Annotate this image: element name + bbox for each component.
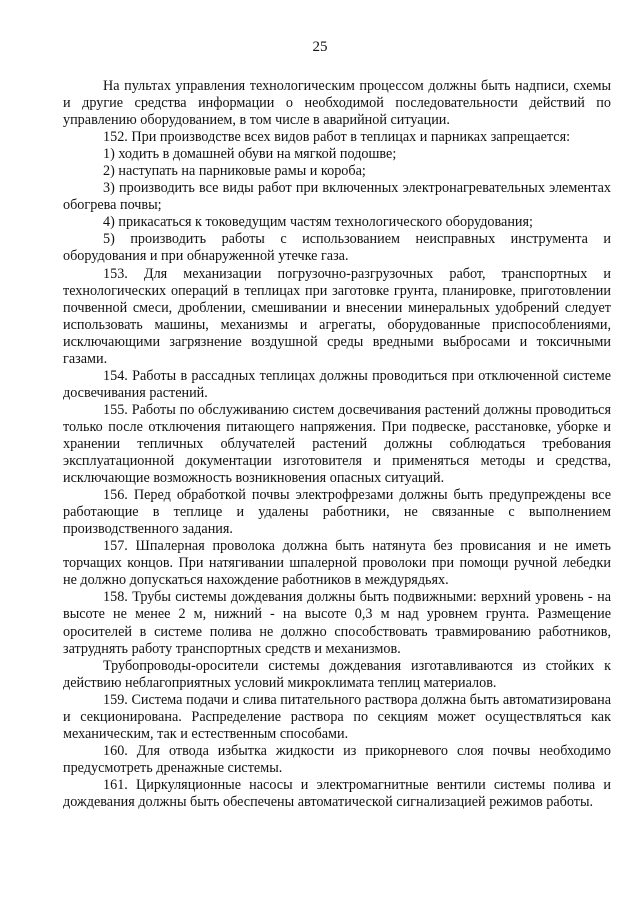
paragraph-161: 161. Циркуляционные насосы и электромагнитные вентили системы полива и дождевания должны быть обеспечены автоматической сигнализацией режимов работы. — [63, 776, 611, 810]
list-item-152-5: 5) производить работы с использованием неисправных инструмента и оборудования и при обнаруженной утечке газа. — [63, 231, 611, 265]
paragraph-159: 159. Система подачи и слива питательного раствора должна быть автоматизирована и секционирована. Распределение раствора по секциям может осуществляться как механическим, так и естественным способами. — [63, 691, 611, 742]
list-item-152-3: 3) производить все виды работ при включенных электронагревательных элементах обогрева почвы; — [63, 180, 611, 214]
list-item-152-2: 2) наступать на парниковые рамы и короба; — [103, 163, 366, 180]
paragraph-160: 160. Для отвода избытка жидкости из прикорневого слоя почвы необходимо предусмотреть дренажные системы. — [63, 742, 611, 776]
list-item-152-4: 4) прикасаться к токоведущим частям технологического оборудования; — [103, 214, 533, 231]
paragraph-153: 153. Для механизации погрузочно-разгрузочных работ, транспортных и технологических операций в теплицах при заготовке грунта, планировке, приготовлении почвенной смеси, дроблении, смешивании и внесении минеральных удобрений следует использовать машины, механизмы и агрегаты, оборудованные приспособлениями, исключающими загрязнение воздушной среды вредными выбросами и токсичными газами. — [63, 265, 611, 367]
paragraph-155: 155. Работы по обслуживанию систем досвечивания растений должны проводиться только после отключения питающего напряжения. При подвеске, расстановке, уборке и хранении тепличных облучателей растений должны соблюдаться требования эксплуатационной документации изготовителя и применяться методы и средства, исключающие возможность возникновения опасных ситуаций. — [63, 401, 611, 487]
document-body — [63, 78, 611, 811]
paragraph-158: 158. Трубы системы дождевания должны быть подвижными: верхний уровень - на высоте не менее 2 м, нижний - на высоте 0,3 м над уровнем грунта. Размещение оросителей в системе полива не должно способствовать травмированию работников, затруднять работу транспортных средств и механизмов. — [63, 589, 611, 657]
paragraph-152: 152. При производстве всех видов работ в теплицах и парниках запрещается: — [103, 129, 571, 146]
list-item-152-1: 1) ходить в домашней обуви на мягкой подошве; — [103, 146, 397, 163]
paragraph-control-panels: На пультах управления технологическим процессом должны быть надписи, схемы и другие средства информации о необходимой последовательности действий по управлению оборудованием, в том числе в аварийной ситуации. — [63, 78, 611, 129]
page-number: 25 — [312, 39, 328, 55]
paragraph-158-pipes: Трубопроводы-оросители системы дождевания изготавливаются из стойких к действию неблагоприятных условий микроклимата теплиц материалов. — [63, 657, 611, 691]
paragraph-154: 154. Работы в рассадных теплицах должны проводиться при отключенной системе досвечивания растений. — [63, 367, 611, 401]
paragraph-156: 156. Перед обработкой почвы электрофрезами должны быть предупреждены все работающие в теплице и удалены работники, не связанные с выполнением производственного задания. — [63, 487, 611, 538]
paragraph-157: 157. Шпалерная проволока должна быть натянута без провисания и не иметь торчащих концов. При натягивании шпалерной проволоки при помощи ручной лебедки не должно допускаться нахождение работников в междурядьях. — [63, 538, 611, 589]
